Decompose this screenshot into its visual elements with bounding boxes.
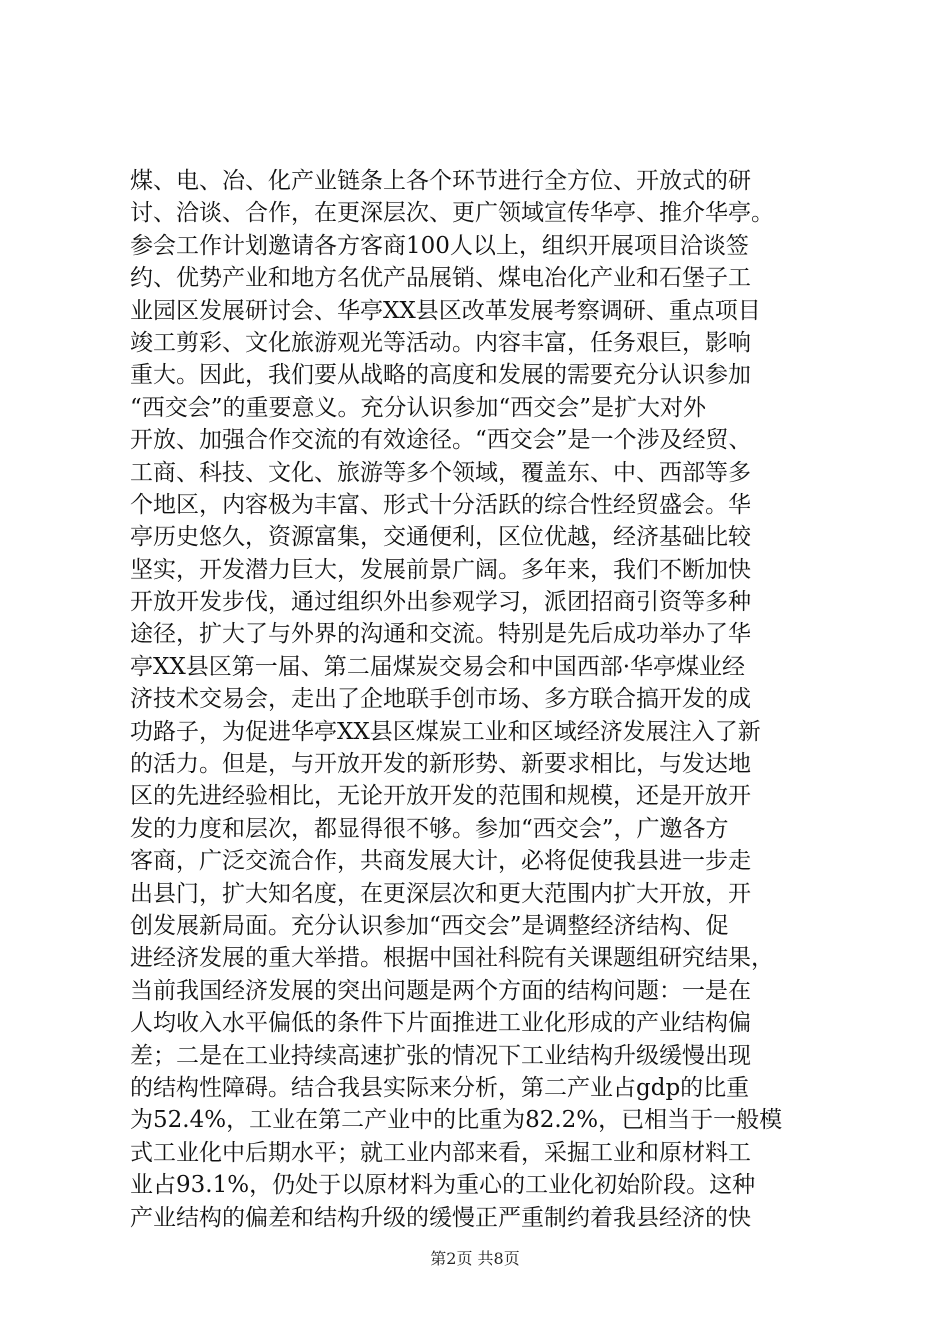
text-line: 进经济发展的重大举措。根据中国社科院有关课题组研究结果， [130, 945, 774, 972]
text-line: 讨、洽谈、合作，在更深层次、更广领域宣传华亭、推介华亭。 [130, 200, 774, 227]
text-line: “西交会”的重要意义。充分认识参加“西交会”是扩大对外 [130, 394, 707, 421]
text-line: 煤、电、冶、化产业链条上各个环节进行全方位、开放式的研 [130, 168, 751, 194]
text-line: 差；二是在工业持续高速扩张的情况下工业结构升级缓慢出现 [130, 1042, 751, 1069]
text-line: 功路子，为促进华亭XX县区煤炭工业和区域经济发展注入了新 [130, 718, 761, 745]
text-line: 区的先进经验相比，无论开放开发的范围和规模，还是开放开 [130, 783, 751, 810]
text-line: 式工业化中后期水平；就工业内部来看，采掘工业和原材料工 [130, 1139, 751, 1166]
text-line: 发的力度和层次，都显得很不够。参加“西交会”，广邀各方 [130, 815, 729, 842]
text-line: 重大。因此，我们要从战略的高度和发展的需要充分认识参加 [130, 362, 751, 389]
text-line: 途径，扩大了与外界的沟通和交流。特别是先后成功举办了华 [130, 621, 751, 648]
text-line: 开放开发步伐，通过组织外出参观学习，派团招商引资等多种 [130, 589, 751, 616]
text-line: 创发展新局面。充分认识参加“西交会”是调整经济结构、促 [130, 912, 729, 939]
text-line: 参会工作计划邀请各方客商100人以上，组织开展项目洽谈签 [130, 232, 749, 259]
text-line: 产业结构的偏差和结构升级的缓慢正严重制约着我县经济的快 [130, 1204, 751, 1231]
text-line: 业园区发展研讨会、华亭XX县区改革发展考察调研、重点项目 [130, 297, 761, 324]
text-line: 当前我国经济发展的突出问题是两个方面的结构问题：一是在 [130, 977, 751, 1004]
text-line: 坚实，开发潜力巨大，发展前景广阔。多年来，我们不断加快 [130, 556, 751, 583]
text-line: 济技术交易会，走出了企地联手创市场、多方联合搞开发的成 [130, 686, 751, 713]
page-footer: 第2页 共8页 [430, 1249, 520, 1268]
text-line: 竣工剪彩、文化旅游观光等活动。内容丰富，任务艰巨，影响 [130, 329, 751, 356]
text-line: 人均收入水平偏低的条件下片面推进工业化形成的产业结构偏 [130, 1010, 751, 1037]
body-paragraph [130, 165, 830, 1234]
text-line: 出县门，扩大知名度，在更深层次和更大范围内扩大开放，开 [130, 880, 751, 907]
text-line: 的活力。但是，与开放开发的新形势、新要求相比，与发达地 [130, 751, 751, 778]
text-line: 工商、科技、文化、旅游等多个领域，覆盖东、中、西部等多 [130, 459, 751, 486]
text-line: 业占93.1%，仍处于以原材料为重心的工业化初始阶段。这种 [130, 1172, 756, 1199]
text-line: 亭历史悠久，资源富集，交通便利，区位优越，经济基础比较 [130, 524, 751, 551]
text-line: 约、优势产业和地方名优产品展销、煤电冶化产业和石堡子工 [130, 265, 751, 292]
text-line: 个地区，内容极为丰富、形式十分活跃的综合性经贸盛会。华 [130, 491, 751, 518]
text-line: 开放、加强合作交流的有效途径。“西交会”是一个涉及经贸、 [130, 427, 752, 454]
text-line: 为52.4%，工业在第二产业中的比重为82.2%，已相当于一般模 [130, 1107, 783, 1134]
text-line: 的结构性障碍。结合我县实际来分析，第二产业占gdp的比重 [130, 1074, 750, 1101]
text-line: 亭XX县区第一届、第二届煤炭交易会和中国西部·华亭煤业经 [130, 653, 746, 680]
text-line: 客商，广泛交流合作，共商发展大计，必将促使我县进一步走 [130, 848, 751, 875]
